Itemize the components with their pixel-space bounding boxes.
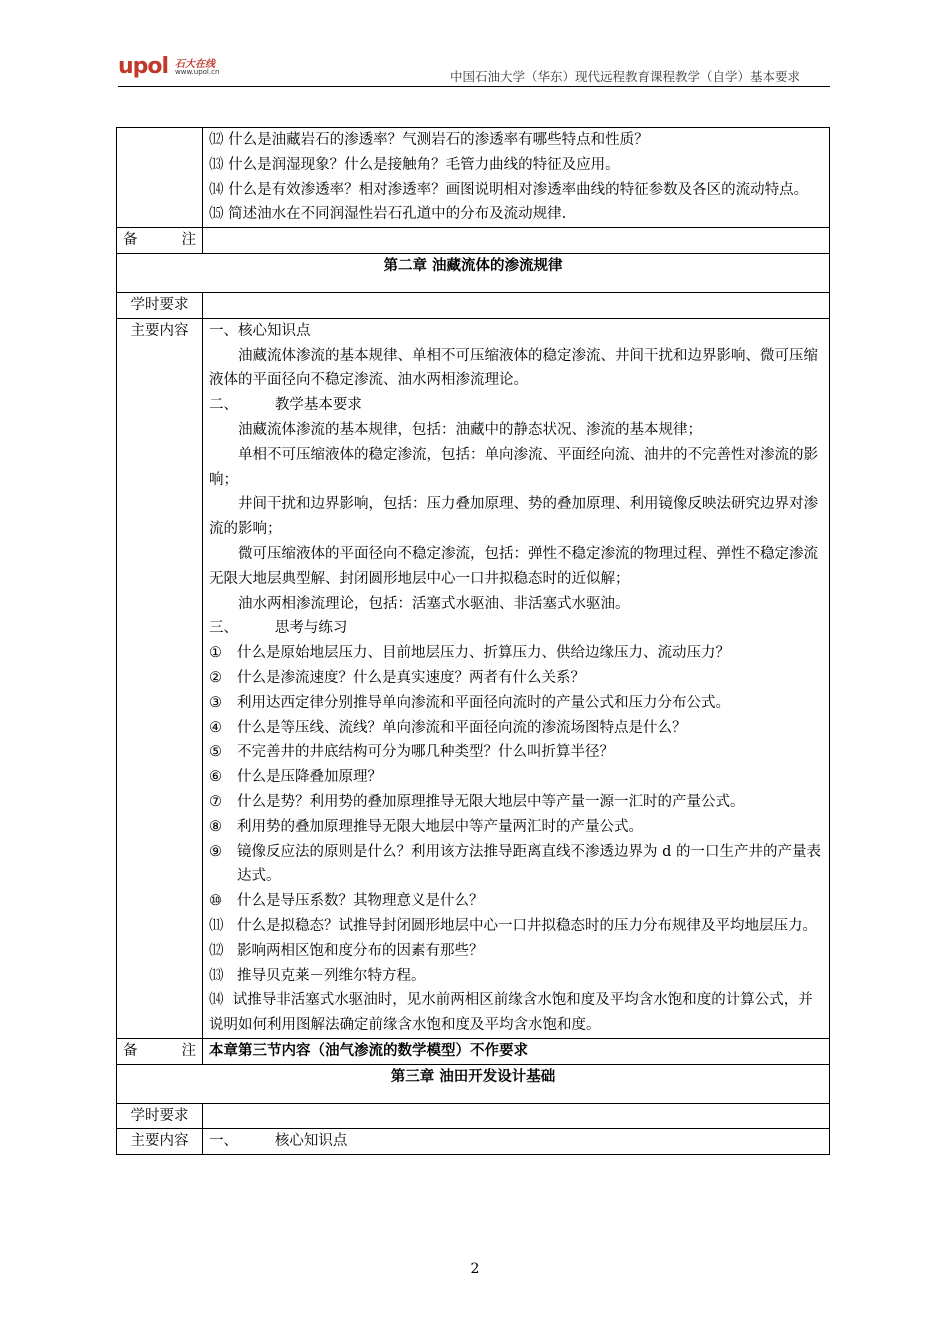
note-label: 备 注 (117, 1038, 203, 1064)
question-item: ⒂ 简述油水在不同润湿性岩石孔道中的分布及流动规律. (209, 206, 567, 223)
section-heading: 二、 教学基本要求 (209, 397, 362, 414)
paragraph: 油藏流体渗流的基本规律、单相不可压缩液体的稳定渗流、井间干扰和边界影响、微可压缩液体的平面径向不稳定渗流、油水两相渗流理论。 (209, 347, 818, 389)
chapter2-content-row (117, 318, 830, 1038)
question-item (209, 641, 823, 666)
section-heading: 一、 核心知识点 (209, 1133, 348, 1150)
question-item (209, 840, 823, 890)
section-heading: 三、 思考与练习 (209, 620, 348, 637)
chapter3-hours-row (117, 1103, 830, 1129)
page-header (118, 52, 830, 87)
header-title: 中国石油大学（华东）现代远程教育课程教学（自学）基本要求 (449, 69, 800, 84)
question-text: 不完善井的井底结构可分为哪几种类型？什么叫折算半径？ (237, 744, 614, 761)
empty-label-cell (117, 128, 203, 228)
chapter1-content-row (117, 128, 830, 228)
question-item (209, 914, 823, 939)
hours-label: 学时要求 (117, 1103, 203, 1129)
question-item (209, 889, 823, 914)
chapter3-content-row (117, 1129, 830, 1155)
question-text: 什么是导压系数？其物理意义是什么？ (237, 893, 484, 910)
chapter2-title: 第二章 油藏流体的渗流规律 (117, 253, 830, 292)
question-text: 影响两相区饱和度分布的因素有那些？ (237, 942, 484, 959)
question-text: 什么是原始地层压力、目前地层压力、折算压力、供给边缘压力、流动压力？ (237, 645, 730, 662)
page-number: 2 (470, 1261, 480, 1277)
hours-label: 学时要求 (117, 292, 203, 318)
question-number: ⑩ (209, 893, 222, 910)
chapter2-title-row (117, 253, 830, 292)
question-item (209, 740, 823, 765)
question-item: ⑿ 什么是油藏岩石的渗透率？气测岩石的渗透率有哪些特点和性质？ (209, 132, 649, 148)
question-number: ⑦ (209, 793, 222, 810)
chapter3-content-cell (203, 1129, 830, 1155)
upol-logo (118, 54, 238, 82)
question-number: ⑾ (209, 917, 224, 934)
question-item (209, 964, 823, 989)
question-list (209, 641, 823, 988)
question-text: 什么是等压线、流线？单向渗流和平面径向流的渗流场图特点是什么？ (237, 719, 687, 736)
question-item (209, 815, 823, 840)
note-label: 备 注 (117, 228, 203, 254)
content-label: 主要内容 (117, 1129, 203, 1155)
question-number: ④ (209, 719, 222, 736)
question-text: 镜像反应法的原则是什么？利用该方法推导距离直线不渗透边界为 d 的一口生产井的产量表达式。 (237, 843, 821, 885)
question-item: ⒀ 什么是润湿现象？什么是接触角？毛管力曲线的特征及应用。 (209, 156, 620, 173)
logo-url: www.upol.cn (175, 68, 220, 76)
question-number: ⑨ (209, 843, 222, 860)
paragraph: 微可压缩液体的平面径向不稳定渗流，包括：弹性不稳定渗流的物理过程、弹性不稳定渗流无限大地层典型解、封闭圆形地层中心一口井拟稳态时的近似解； (209, 545, 818, 587)
question-item (209, 765, 823, 790)
hours-value (203, 1103, 830, 1129)
question-text: 推导贝克莱－列维尔特方程。 (237, 967, 426, 984)
question-text: 什么是渗流速度？什么是真实速度？两者有什么关系？ (237, 669, 585, 686)
question-number: ② (209, 669, 222, 686)
requirements-table (116, 127, 830, 1155)
chapter2-hours-row (117, 292, 830, 318)
section-heading: 一、核心知识点 (209, 322, 311, 339)
question-text: 利用势的叠加原理推导无限大地层中等产量两汇时的产量公式。 (237, 818, 643, 835)
paragraph: 井间干扰和边界影响，包括：压力叠加原理、势的叠加原理、利用镜像反映法研究边界对渗流的影响； (209, 496, 818, 538)
question-number: ③ (209, 694, 222, 711)
question-number: ⒀ (209, 967, 224, 984)
paragraph: 油水两相渗流理论，包括：活塞式水驱油、非活塞式水驱油。 (238, 595, 630, 612)
chapter2-note-row (117, 1038, 830, 1064)
question-text: 什么是压降叠加原理？ (237, 769, 382, 786)
paragraph: 单相不可压缩液体的稳定渗流，包括：单向渗流、平面经向流、油井的不完善性对渗流的影响； (209, 446, 818, 488)
chapter1-questions-cell (203, 128, 830, 228)
logo-wordmark: upol (118, 54, 169, 79)
question-number: ① (209, 645, 222, 662)
question-item (209, 988, 823, 1038)
note-value (203, 228, 830, 254)
chapter3-title: 第三章 油田开发设计基础 (117, 1064, 830, 1103)
chapter2-content-cell (203, 318, 830, 1038)
paragraph: 油藏流体渗流的基本规律，包括：油藏中的静态状况、渗流的基本规律； (238, 421, 702, 438)
question-text: 试推导非活塞式水驱油时，见水前两相区前缘含水饱和度及平均含水饱和度的计算公式，并说明如何利用图解法确定前缘含水饱和度及平均含水饱和度。 (209, 992, 813, 1034)
question-item (209, 939, 823, 964)
chapter3-title-row (117, 1064, 830, 1103)
question-item (209, 666, 823, 691)
question-number: ⑥ (209, 769, 222, 786)
question-text: 利用达西定律分别推导单向渗流和平面径向流时的产量公式和压力分布公式。 (237, 694, 730, 711)
chapter1-note-row (117, 228, 830, 254)
note-value: 本章第三节内容（油气渗流的数学模型）不作要求 (203, 1038, 830, 1064)
question-number: ⑧ (209, 818, 222, 835)
content-label: 主要内容 (117, 318, 203, 1038)
question-item (209, 691, 823, 716)
question-number: ⑿ (209, 942, 224, 959)
question-item: ⒁ 什么是有效渗透率？相对渗透率？画图说明相对渗透率曲线的特征参数及各区的流动特点。 (209, 181, 809, 198)
question-text: 什么是势？利用势的叠加原理推导无限大地层中等产量一源一汇时的产量公式。 (237, 793, 745, 810)
hours-value (203, 292, 830, 318)
question-text: 什么是拟稳态？试推导封闭圆形地层中心一口井拟稳态时的压力分布规律及平均地层压力。 (237, 917, 817, 934)
question-item (209, 716, 823, 741)
question-item (209, 790, 823, 815)
question-number: ⒁ (209, 992, 224, 1009)
logo-brand: 石大在线 (175, 59, 215, 70)
question-number: ⑤ (209, 744, 222, 761)
